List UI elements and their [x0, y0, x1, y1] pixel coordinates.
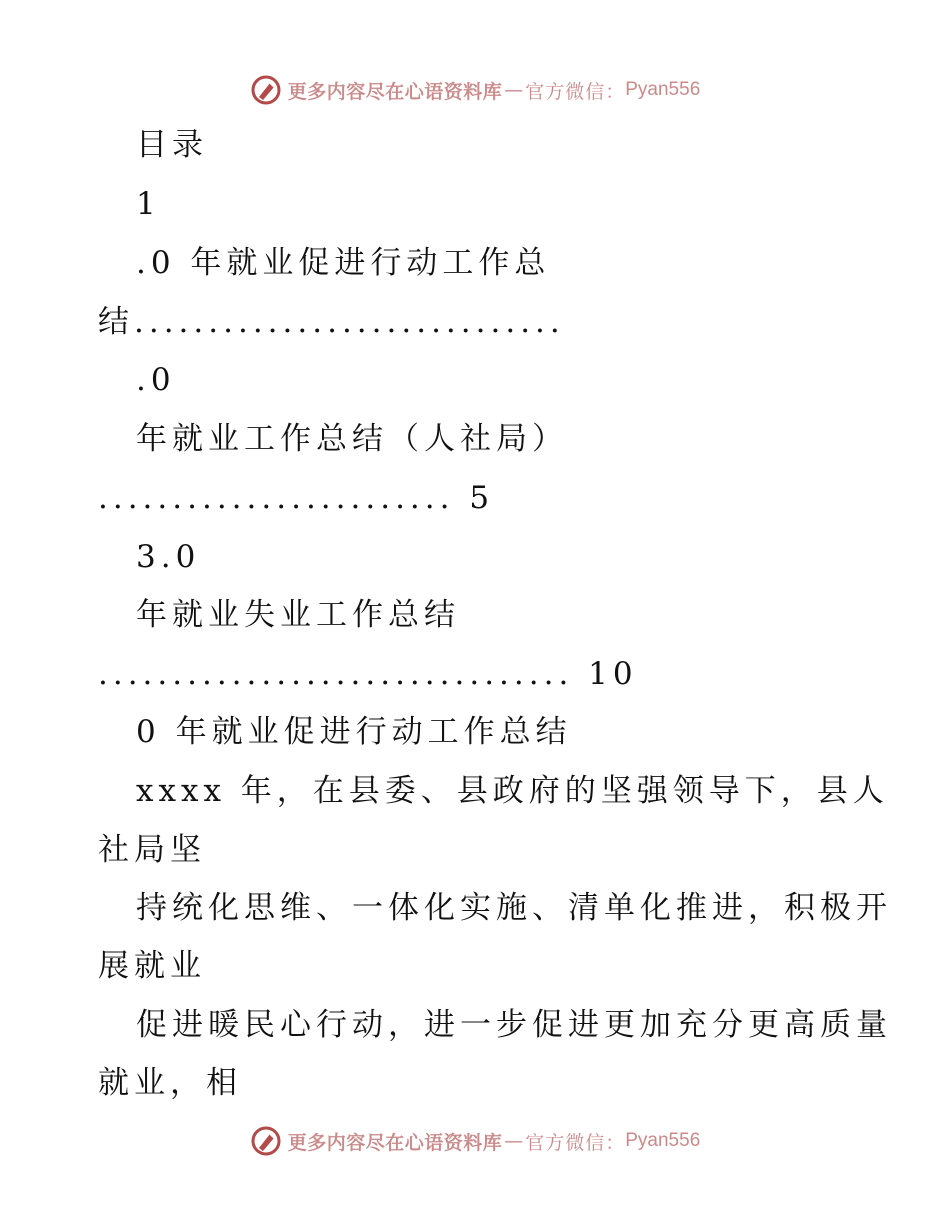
watermark-header [0, 70, 950, 110]
watermark-separator: — [504, 1130, 524, 1152]
toc-entry-leader: ........................ 5 [98, 480, 495, 516]
toc-entry-number: 3.0 [136, 539, 201, 575]
toc-entry-number: .0 [136, 362, 176, 398]
watermark-text: 更多内容尽在心语资料库 [287, 80, 503, 103]
watermark-wechat-id: Pyan556 [625, 79, 701, 100]
body-paragraph-line: 社局坚 [98, 832, 206, 868]
toc-entry-title: .0 年就业促进行动工作总 [136, 245, 551, 281]
toc-entry-leader: 结............................. [98, 304, 565, 340]
watermark-separator: — [504, 79, 524, 101]
toc-entry-title: 年就业失业工作总结 [136, 597, 460, 633]
watermark-wechat-label: 官方微信： [525, 1131, 626, 1154]
body-paragraph-line: 促进暖民心行动，进一步促进更加充分更高质量 [136, 1007, 892, 1043]
body-paragraph-line: 展就业 [98, 948, 206, 984]
toc-entry-leader: ................................ 10 [98, 656, 638, 692]
body-paragraph-line: xxxx 年，在县委、县政府的坚强领导下，县人 [136, 773, 889, 809]
section-title: 0 年就业促进行动工作总结 [136, 714, 572, 750]
watermark-wechat-label: 官方微信： [525, 80, 626, 103]
pen-logo-icon [250, 74, 282, 106]
watermark-text: 更多内容尽在心语资料库 [287, 1131, 503, 1154]
watermark-footer [0, 1121, 950, 1161]
pen-logo-icon [250, 1125, 282, 1157]
toc-entry-number: 1 [136, 186, 161, 222]
watermark-wechat-id: Pyan556 [625, 1130, 701, 1151]
body-paragraph-line: 持统化思维、一体化实施、清单化推进，积极开 [136, 890, 892, 926]
toc-heading: 目录 [136, 127, 208, 163]
body-paragraph-line: 就业，相 [98, 1065, 242, 1101]
toc-entry-title: 年就业工作总结（人社局） [136, 421, 568, 457]
